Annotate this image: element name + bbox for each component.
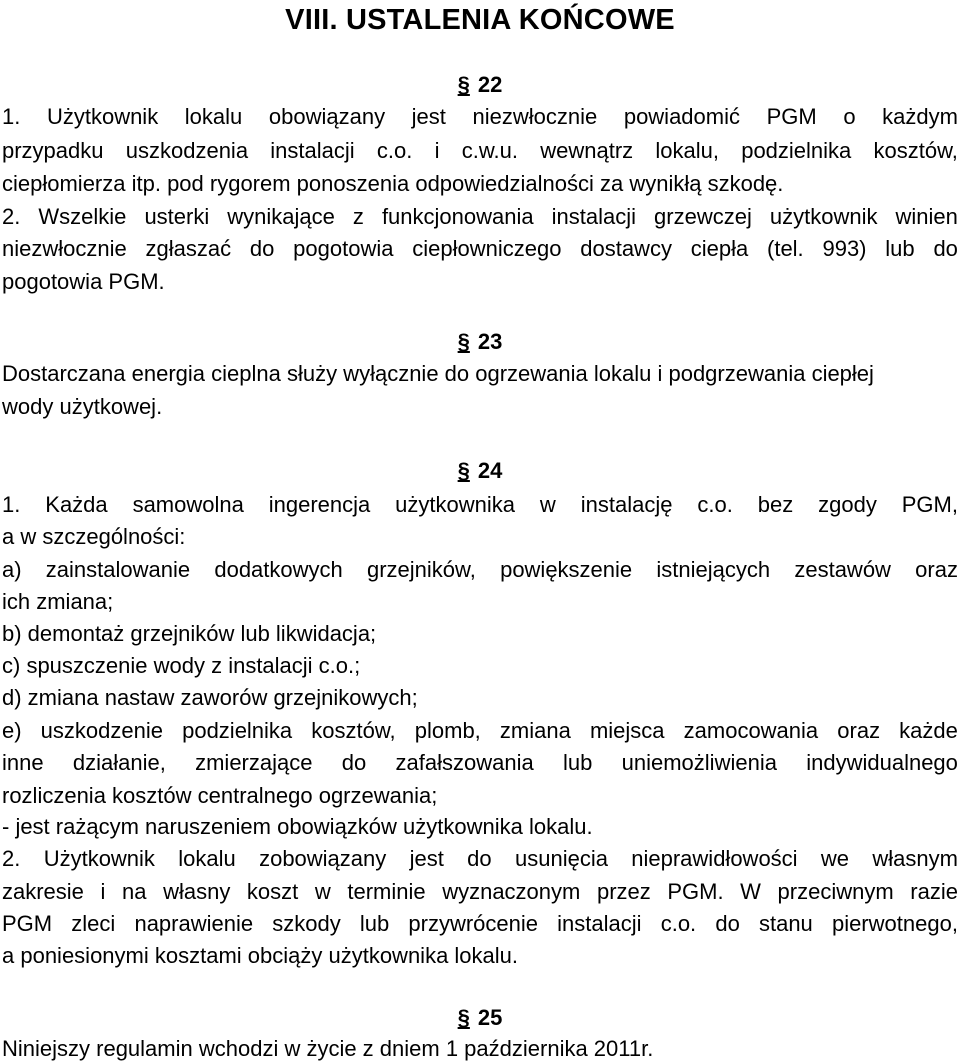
word: samowolna (132, 492, 244, 517)
word: działanie, (72, 750, 166, 775)
word: zgody (818, 492, 877, 517)
word: o (843, 104, 856, 129)
word: niezwłocznie (2, 236, 127, 261)
word: pogotowia (293, 236, 394, 261)
word: niezwłocznie (472, 104, 598, 129)
word: jest (411, 104, 446, 129)
word: lokalu (178, 846, 236, 871)
word: stanu (758, 911, 813, 936)
text-line: Niniejszy regulamin wchodzi w życie z dniem 1 października 2011r. (2, 1036, 654, 1061)
word: przez (596, 879, 651, 904)
section-symbol: § (457, 1005, 470, 1030)
text-line (2, 234, 958, 264)
word: winien (895, 204, 958, 229)
text-line: - jest rażącym naruszeniem obowiązków użytkownika lokalu. (2, 814, 593, 839)
word: 993) (822, 236, 867, 261)
word: grzejników, (367, 557, 476, 582)
text-line: d) zmiana nastaw zaworów grzejnikowych; (2, 685, 418, 710)
text-line: rozliczenia kosztów centralnego ogrzewania; (2, 783, 438, 808)
text-line (2, 844, 958, 874)
word: i (434, 138, 440, 163)
word: zainstalowanie (45, 557, 191, 582)
word: lub (885, 236, 915, 261)
word: ciepła (690, 236, 749, 261)
word: PGM (766, 104, 817, 129)
word: obowiązany (268, 104, 386, 129)
word: a) (2, 557, 22, 582)
text-line: a w szczególności: (2, 524, 186, 549)
word: c.o. (697, 492, 733, 517)
word: zmierzające (195, 750, 313, 775)
word: wynikające (227, 204, 335, 229)
word: indywidualnego (806, 750, 958, 775)
text-line: a poniesionymi kosztami obciąży użytkownika lokalu. (2, 943, 519, 968)
word: do (467, 846, 492, 871)
word: do (249, 236, 275, 261)
word: instalację (580, 492, 673, 517)
word: W (740, 879, 761, 904)
word: zafałszowania (395, 750, 534, 775)
word: uszkodzenia (125, 138, 249, 163)
word: naprawienie (134, 911, 254, 936)
page-title: VIII. USTALENIA KOŃCOWE (285, 4, 675, 36)
word: e) (2, 718, 22, 743)
word: dodatkowych (214, 557, 343, 582)
word: zmiana (499, 718, 571, 743)
paragraph-heading-22 (0, 70, 960, 100)
word: zestawów (794, 557, 891, 582)
word: do (933, 236, 958, 261)
word: zleci (71, 911, 116, 936)
paragraph-number: 25 (477, 1005, 503, 1030)
word: 2. (2, 204, 21, 229)
word: pierwotnego, (831, 911, 958, 936)
text-line (2, 909, 958, 939)
word: własny (163, 879, 231, 904)
word: powiadomić (623, 104, 740, 129)
word: i (100, 879, 106, 904)
word: c.w.u. (461, 138, 518, 163)
text-line: ciepłomierza itp. pod rygorem ponoszenia odpowiedzialności za wynikłą szkodę. (2, 171, 784, 196)
word: PGM, (901, 492, 958, 517)
word: podzielnika (182, 718, 293, 743)
word: użytkownika (395, 492, 516, 517)
text-line (2, 102, 958, 132)
word: funkcjonowania (381, 204, 534, 229)
word: zamocowania (683, 718, 819, 743)
word: zobowiązany (259, 846, 387, 871)
word: każde (899, 718, 958, 743)
paragraph-number: 24 (477, 458, 503, 483)
paragraph-heading-24 (0, 456, 960, 486)
word: lokalu (184, 104, 243, 129)
word: przywrócenie (408, 911, 539, 936)
word: 1. (2, 492, 21, 517)
text-line: Dostarczana energia cieplna służy wyłącznie do ogrzewania lokalu i podgrzewania ciepłej (2, 361, 874, 386)
word: instalacji (557, 911, 642, 936)
word: plomb, (414, 718, 481, 743)
word: każdym (882, 104, 958, 129)
word: (tel. (767, 236, 804, 261)
word: koszt (246, 879, 299, 904)
word: w (314, 879, 331, 904)
word: terminie (347, 879, 426, 904)
word: PGM. (667, 879, 724, 904)
section-symbol: § (457, 329, 470, 354)
word: podzielnika (741, 138, 852, 163)
word: Użytkownik (46, 104, 159, 129)
word: Użytkownik (43, 846, 155, 871)
word: instalacji (551, 204, 637, 229)
word: przeciwnym (777, 879, 894, 904)
word: wyznaczonym (442, 879, 581, 904)
text-line: pogotowia PGM. (2, 269, 165, 294)
word: ciepłowniczego (412, 236, 562, 261)
word: oraz (915, 557, 958, 582)
word: dostawcy (580, 236, 672, 261)
word: ingerencja (268, 492, 371, 517)
word: PGM (2, 911, 53, 936)
word: bez (757, 492, 794, 517)
word: lub (563, 750, 593, 775)
word: nieprawidłowości (631, 846, 798, 871)
word: 2. (2, 846, 21, 871)
word: Każda (45, 492, 108, 517)
text-line (2, 136, 958, 166)
word: zakresie (2, 879, 84, 904)
word: kosztów, (873, 138, 958, 163)
text-line: b) demontaż grzejników lub likwidacja; (2, 621, 377, 646)
word: istniejących (656, 557, 771, 582)
word: zgłaszać (145, 236, 232, 261)
word: do (341, 750, 367, 775)
word: usterki (144, 204, 210, 229)
text-line (2, 748, 958, 778)
word: do (715, 911, 740, 936)
word: powiększenie (500, 557, 633, 582)
word: jest (409, 846, 444, 871)
word: razie (910, 879, 958, 904)
word: c.o. (660, 911, 697, 936)
word: przypadku (2, 138, 104, 163)
word: uniemożliwienia (621, 750, 777, 775)
word: Wszelkie (38, 204, 127, 229)
word: usunięcia (514, 846, 608, 871)
word: uszkodzenie (40, 718, 163, 743)
word: kosztów, (311, 718, 396, 743)
word: wewnątrz (540, 138, 634, 163)
text-line (2, 555, 958, 585)
word: lub (359, 911, 390, 936)
section-symbol: § (457, 458, 470, 483)
text-line (2, 490, 958, 520)
word: lokalu, (655, 138, 719, 163)
paragraph-heading-23 (0, 327, 960, 357)
word: 1. (2, 104, 21, 129)
text-line (2, 877, 958, 907)
word: własnym (872, 846, 958, 871)
section-symbol: § (457, 72, 470, 97)
word: z (352, 204, 364, 229)
text-line (2, 202, 958, 232)
paragraph-number: 23 (477, 329, 503, 354)
word: miejsca (589, 718, 665, 743)
word: grzewczej (654, 204, 752, 229)
text-line: c) spuszczenie wody z instalacji c.o.; (2, 653, 361, 678)
text-line (2, 716, 958, 746)
word: na (122, 879, 147, 904)
word: c.o. (376, 138, 413, 163)
paragraph-number: 22 (477, 72, 503, 97)
word: inne (2, 750, 44, 775)
paragraph-heading-25 (0, 1003, 960, 1033)
word: oraz (837, 718, 881, 743)
word: we (820, 846, 850, 871)
word: użytkownik (769, 204, 878, 229)
text-line: ich zmiana; (2, 589, 114, 614)
word: instalacji (270, 138, 355, 163)
text-line: wody użytkowej. (2, 394, 163, 419)
word: w (539, 492, 556, 517)
word: szkody (272, 911, 341, 936)
